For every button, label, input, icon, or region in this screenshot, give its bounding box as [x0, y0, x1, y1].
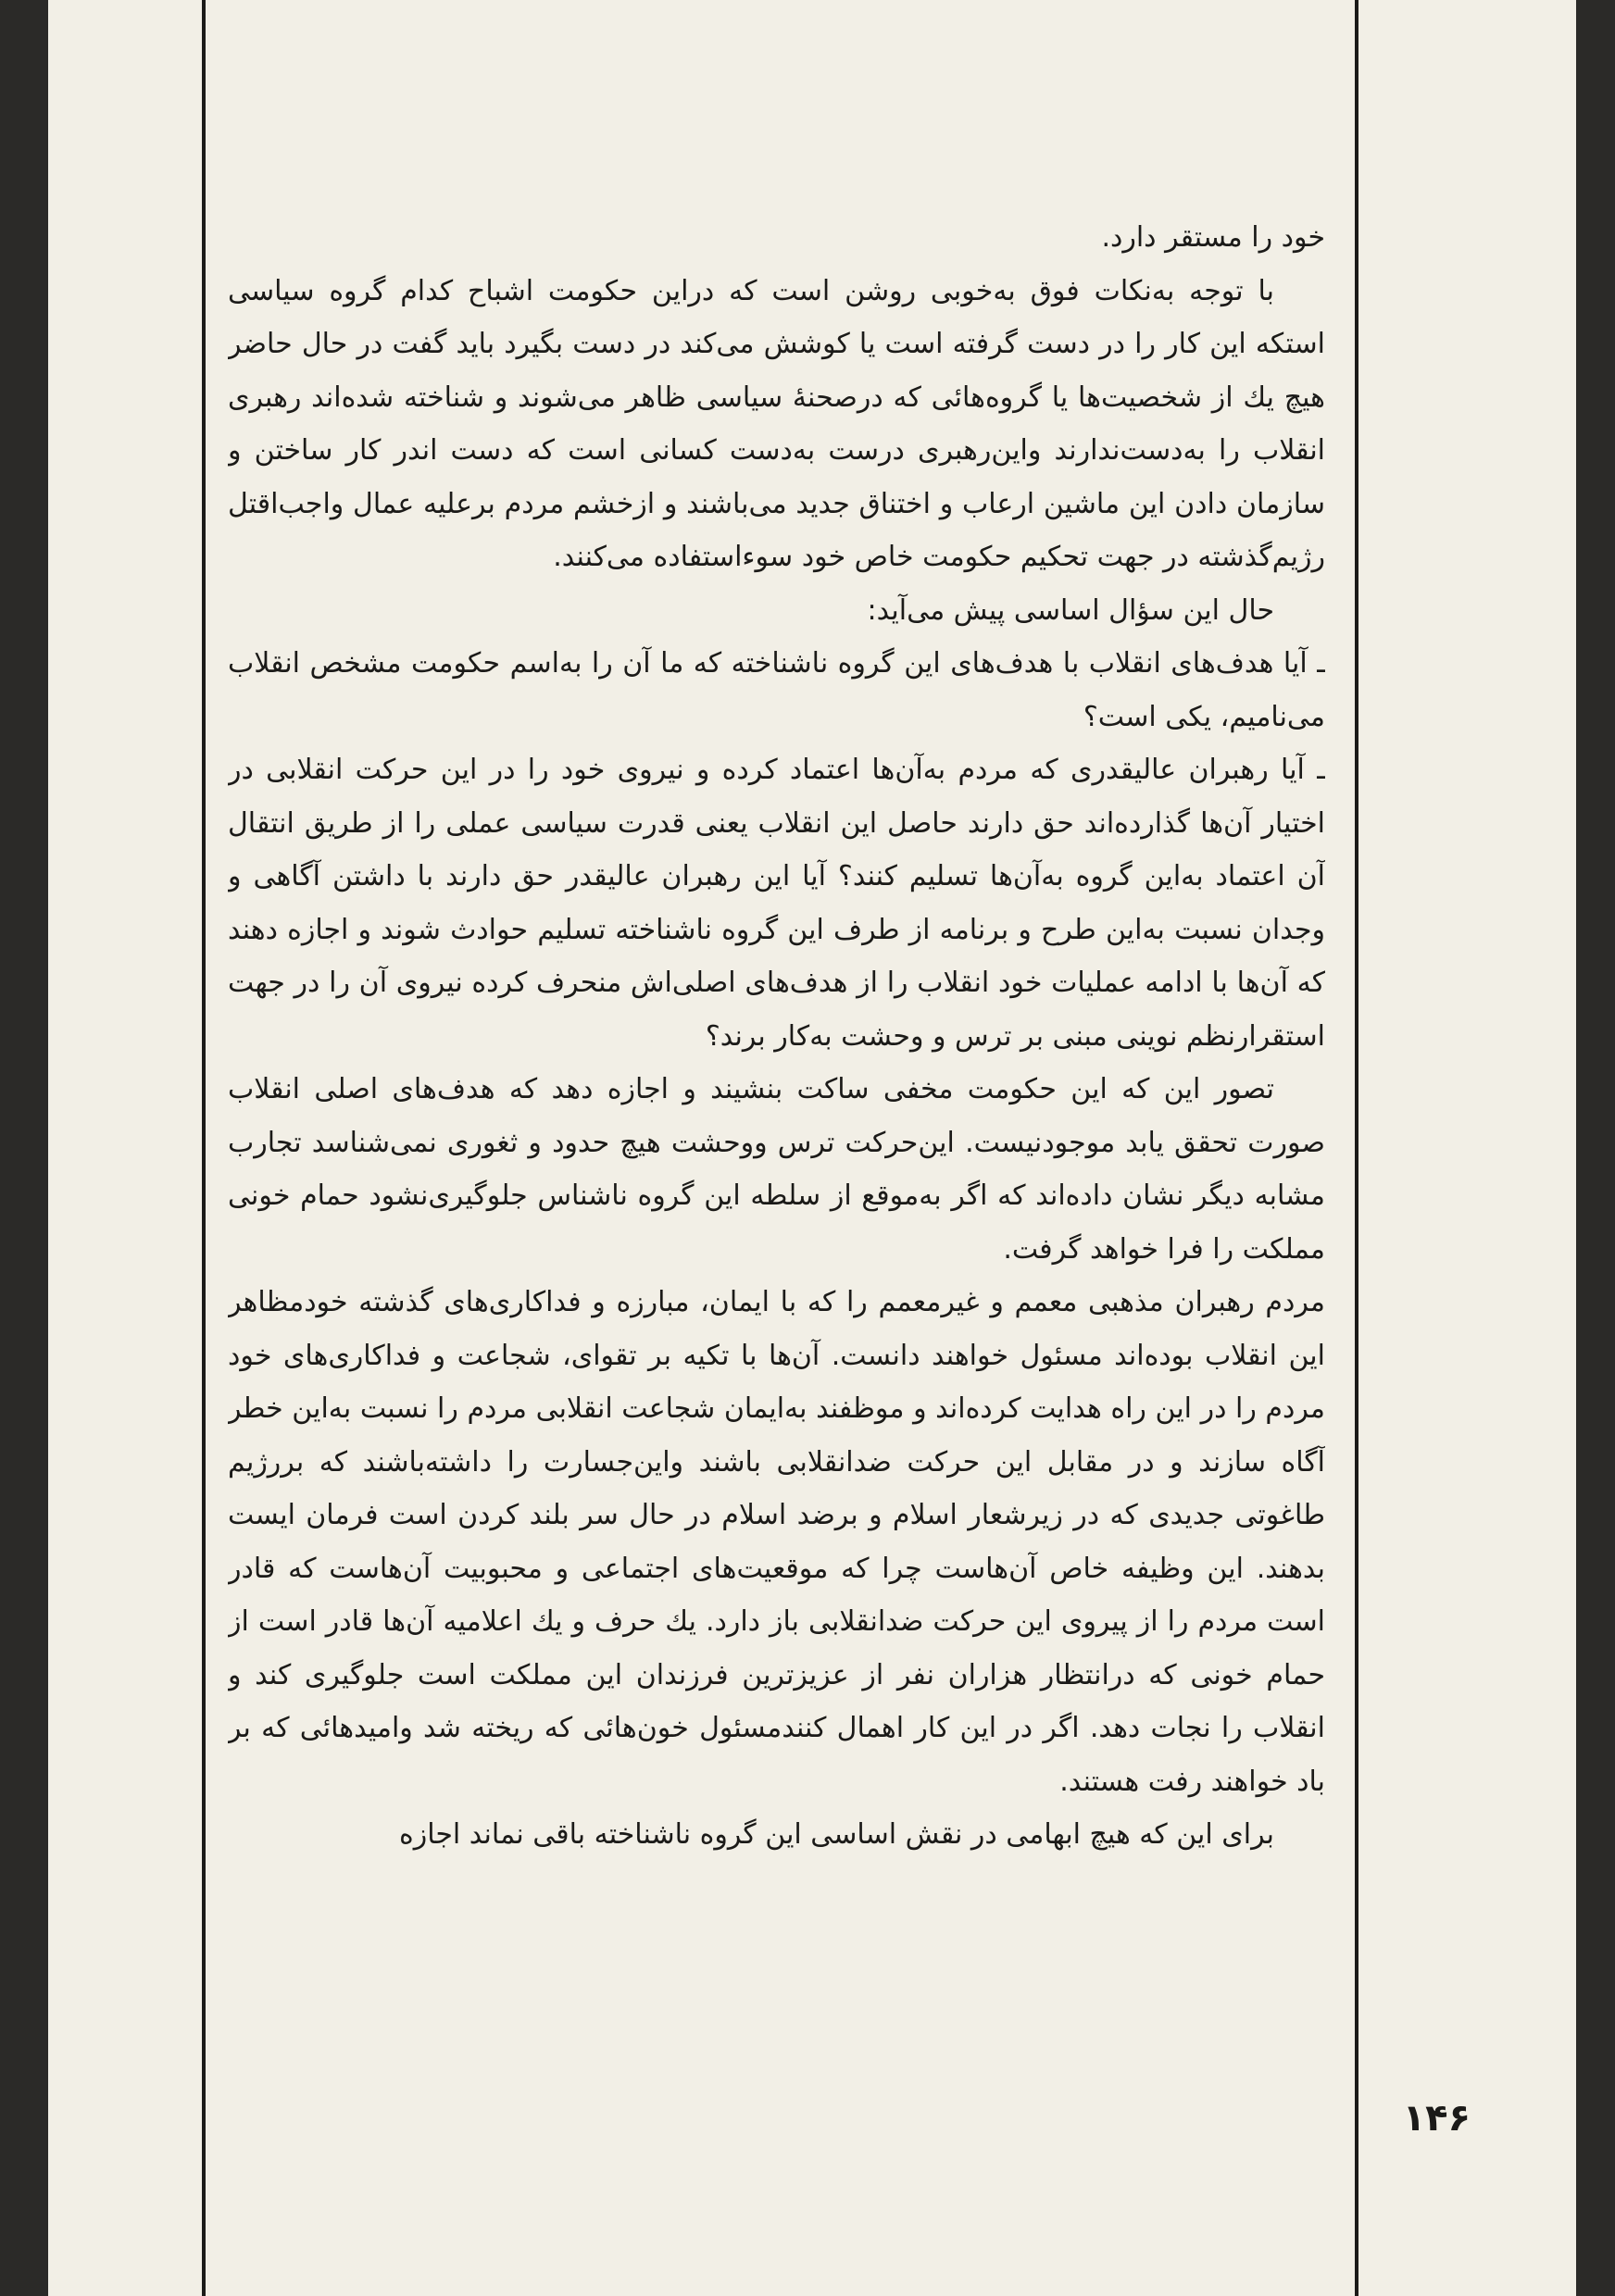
paragraph-8: برای این که هیچ ابهامی در نقش اساسی این گروه ناشناخته باقی نماند اجازه	[399, 1818, 1274, 1851]
body-text	[228, 211, 1325, 2146]
right-margin-rule	[1355, 0, 1358, 2296]
paragraph-7: مردم رهبران مذهبی معمم و غیرمعمم را که با ایمان، مبارزه و فداکاری‌های گذشته خودمظاهر این انقلاب بوده‌اند مسئول خواهند دانست. آن‌ها با تکیه بر تقوای، شجاعت و فداکاری‌های خود مردم را در این راه هدایت کرده‌اند و موظفند به‌ایمان شجاعت انقلابی مردم را نسبت به‌این خطر آگاه سازند و در مقابل این حرکت ضدانقلابی باشند واین‌جسارت را داشته‌باشند که بررژیم طاغوتی جدیدی که در زیرشعار اسلام و برضد اسلام در حال سر بلند کردن است فرمان ایست بدهند. این وظیفه خاص آن‌هاست چرا که موقعیت‌های اجتماعی و محبوبیت آن‌هاست که قادر است مردم را از پیروی این حرکت ضدانقلابی باز دارد. یك حرف و یك اعلامیه آن‌ها قادر است از حمام خونی که درانتظار هزاران نفر از عزیزترین فرزندان این مملکت است جلوگیری کند و انقلاب را نجات دهد. اگر در این کار اهمال کنندمسئول خون‌هائی که ریخته شد وامیدهائی که بر باد خواهند رفت هستند.	[228, 1286, 1325, 1798]
page-number: ۱۴۶	[1402, 2097, 1471, 2140]
paragraph-2: با توجه به‌نکات فوق به‌خوبی روشن است که دراین حکومت اشباح کدام گروه سیاسی استکه این کار را در دست گرفته است یا کوشش می‌کند در دست بگیرد باید گفت در حال حاضر هیچ یك از شخصیت‌ها یا گروه‌هائی که درصحنهٔ سیاسی ظاهر می‌شوند و شناخته شده‌اند رهبری انقلاب را به‌دست‌ندارند واین‌رهبری درست به‌دست کسانی است که دست اندر کار ساختن و سازمان دادن این ماشین ارعاب و اختناق جدید می‌باشند و ازخشم مردم برعلیه عمال واجب‌اقتل رژیم‌گذشته در جهت تحکیم حکومت خاص خود سوءاستفاده می‌کنند.	[228, 274, 1325, 573]
paragraph-1: خود را مستقر دارد.	[1101, 221, 1325, 254]
paragraph-6: تصور این که این حکومت مخفی ساکت بنشیند و اجازه دهد که هدف‌های اصلی انقلاب صورت تحقق یابد موجودنیست. این‌حرکت ترس ووحشت هیچ حدود و ثغوری نمی‌شناسد تجارب مشابه دیگر نشان داده‌اند که اگر به‌موقع از سلطه این گروه ناشناس جلوگیری‌نشود حمام خونی مملکت را فرا خواهد گرفت.	[228, 1073, 1325, 1266]
left-margin-rule	[202, 0, 206, 2296]
paragraph-3: حال این سؤال اساسی پیش می‌آید:	[867, 593, 1274, 627]
paragraph-4: ـ آیا هدف‌های انقلاب با هدف‌های این گروه ناشناخته که ما آن را به‌اسم حکومت مشخص انقلاب می‌نامیم، یکی است؟	[228, 647, 1325, 733]
paragraph-5: ـ آیا رهبران عالیقدری که مردم به‌آن‌ها اعتماد کرده و نیروی خود را در این حرکت انقلابی در اختیار آن‌ها گذارده‌اند حق دارند حاصل این انقلاب یعنی قدرت سیاسی عملی را از طریق انتقال آن اعتماد به‌این گروه به‌آن‌ها تسلیم کنند؟ آیا این رهبران عالیقدر حق دارند با داشتن آگاهی و وجدان نسبت به‌این طرح و برنامه از طرف این گروه ناشناخته تسلیم حوادث شوند و اجازه دهند که آن‌ها با ادامه عملیات خود انقلاب را از هدف‌های اصلی‌اش منحرف کرده نیروی آن را در جهت استقرارنظم نوینی مبنی بر ترس و وحشت به‌کار برند؟	[228, 754, 1325, 1053]
